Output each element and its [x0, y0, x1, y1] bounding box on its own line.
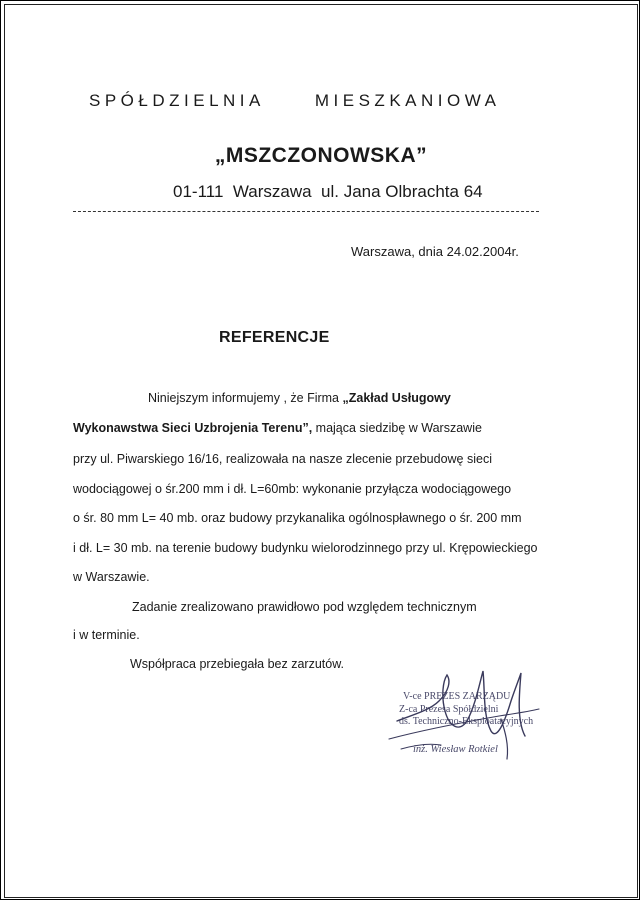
body-line-2: [73, 421, 482, 435]
body-line-1-text: Niniejszym informujemy , że Firma: [148, 391, 343, 405]
body-line-3: przy ul. Piwarskiego 16/16, realizowała na nasze zlecenie przebudowę sieci: [73, 452, 492, 466]
company-name-part1: „Zakład Usługowy: [342, 391, 451, 405]
stamp-line-3: ds. Techniczno-Eksploatacyjnych: [399, 716, 534, 727]
body-line-4: wodociągowej o śr.200 mm i dł. L=60mb: wykonanie przyłącza wodociągowego: [73, 482, 512, 496]
body-line-5: o śr. 80 mm L= 40 mb. oraz budowy przykanalika ogólnospławnego o śr. 200 mm: [73, 511, 522, 525]
letter-date: Warszawa, dnia 24.02.2004r.: [351, 244, 519, 259]
body-line-9: i w terminie.: [73, 628, 140, 642]
body-line-8: Zadanie zrealizowano prawidłowo pod względem technicznym: [132, 600, 477, 614]
body-line-7: w Warszawie.: [73, 570, 150, 584]
stamp-line-1: V-ce PREZES ZARZĄDU: [403, 691, 511, 702]
stamp-signer-name: inż. Wiesław Rotkiel: [413, 744, 498, 755]
coop-header-word2: MIESZKANIOWA: [314, 91, 501, 110]
stamp-line-2: Z-ca Prezesa Spółdzielni: [399, 704, 499, 715]
company-name-part2: Wykonawstwa Sieci Uzbrojenia Terenu”,: [73, 421, 313, 435]
coop-header: [89, 91, 500, 111]
body-line-10: Współpraca przebiegała bez zarzutów.: [130, 657, 345, 671]
header-divider: [73, 211, 539, 212]
body-line-1: [148, 391, 451, 405]
coop-address: 01-111 Warszawa ul. Jana Olbrachta 64: [173, 182, 483, 201]
coop-header-word1: SPÓŁDZIELNIA: [89, 91, 265, 110]
body-line-2-text: mająca siedzibę w Warszawie: [312, 421, 482, 435]
coop-name: „MSZCZONOWSKA”: [214, 144, 428, 167]
signature-icon: [379, 661, 549, 771]
letter-title: REFERENCJE: [219, 329, 330, 346]
body-line-6: i dł. L= 30 mb. na terenie budowy budynku wielorodzinnego przy ul. Krępowieckiego: [73, 541, 538, 555]
